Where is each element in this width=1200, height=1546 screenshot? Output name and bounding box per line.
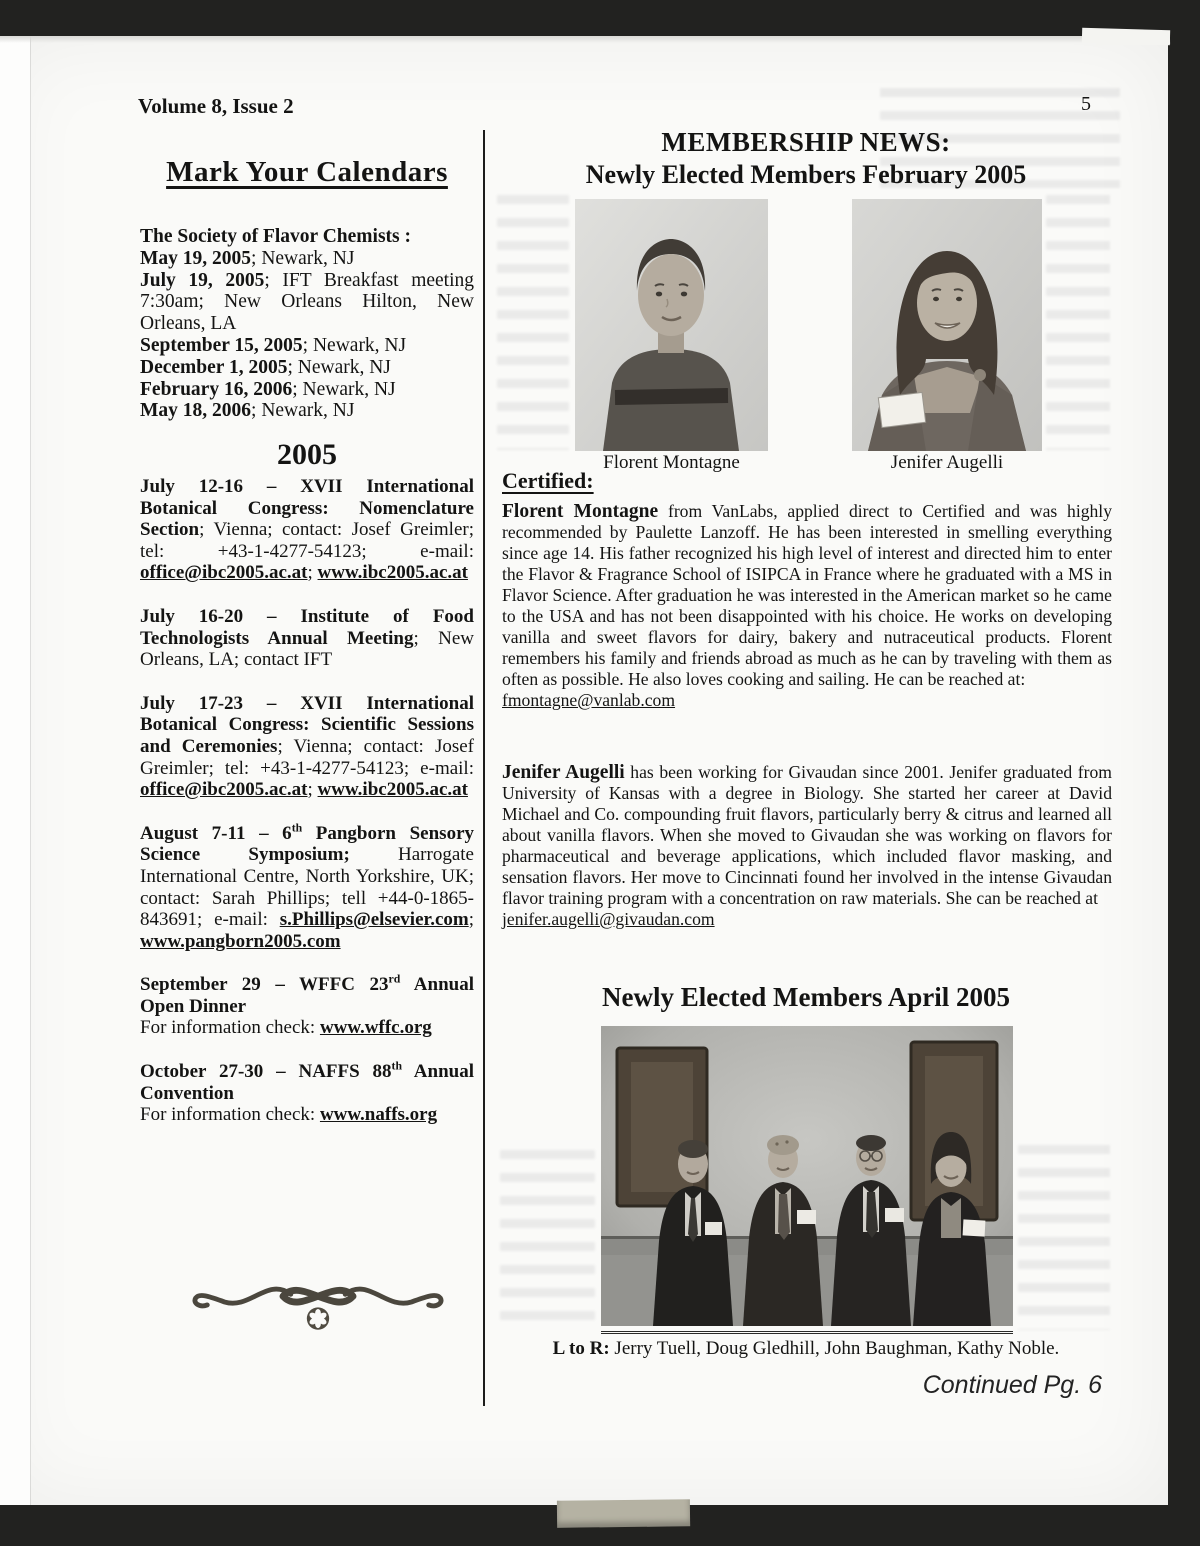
volume-issue-label: Volume 8, Issue 2 — [138, 94, 294, 118]
email-link: office@ibc2005.ac.at — [140, 779, 308, 801]
adjacent-page-edge — [0, 36, 30, 1505]
scan-edge-shadow — [0, 36, 1168, 43]
event-item: July 12-16 – XVII International Botanical Congress: Nomenclature Section; Vienna; contact: Josef Greimler; tel: +43-1-4277-54123; e-mail: office@ibc2005.ac.at; www.ibc2005.ac.at — [140, 476, 474, 584]
florent-bio: Florent Montagne from VanLabs, applied direct to Certified and was highly recommended by Paulette Lanzoff. He has been interested in smelling everything since age 14. His father recognized his high level of interest and directed him to enter the Flavor & Fragrance School of ISIPCA in France where he graduated with a MS in Flavor Science. After graduation he was interested in the American market so he came to the USA and has not been disappointed with his choice. He works on developing vanilla and sweet flavors for dairy, bakery and nutraceutical products. Florent remembers his family and friends abroad as much as he can by traveling with them as often as possible. He also loves cooking and sailing. He can be reached at: fmontagne@vanlab.com — [502, 501, 1112, 710]
email-link: jenifer.augelli@givaudan.com — [502, 909, 715, 929]
bleedthrough-ghost — [500, 1150, 595, 1320]
page-number: 5 — [1081, 93, 1091, 115]
web-link: www.ibc2005.ac.at — [317, 562, 468, 584]
portrait-jenifer-photo — [852, 199, 1042, 456]
membership-news-title: MEMBERSHIP NEWS: — [661, 127, 951, 157]
column-divider-rule — [483, 130, 485, 1406]
web-link: www.ibc2005.ac.at — [317, 779, 468, 801]
event-item: October 27-30 – NAFFS 88th Annual Convention For information check: www.naffs.org — [140, 1059, 474, 1126]
membership-subtitle-april: Newly Elected Members April 2005 — [602, 982, 1010, 1012]
year-heading: 2005 — [277, 438, 337, 471]
group-photo-caption: L to R: Jerry Tuell, Doug Gledhill, John Baughman, Kathy Noble. — [552, 1338, 1060, 1359]
society-schedule — [140, 226, 474, 422]
bleedthrough-ghost — [497, 195, 569, 450]
event-item: July 16-20 – Institute of Food Technologists Annual Meeting; New Orleans, LA; contact IFT — [140, 605, 474, 671]
bleedthrough-ghost — [1046, 195, 1110, 450]
member-name: Jenifer Augelli — [502, 762, 625, 783]
society-heading: The Society of Flavor Chemists : — [140, 226, 411, 247]
photo-caption-florent: Florent Montagne — [603, 452, 740, 473]
jenifer-bio: Jenifer Augelli has been working for Givaudan since 2001. Jenifer graduated from University of Kansas with a degree in Biology. She started her career at David Michael and Co. compounding fruit flavors, particularly berry & citrus and learned all about vanilla flavors. When she moved to Givaudan she was working on flavors for pharmaceutical and beverage applications, which included flavor masking, and sensation flavors. Her move to Cincinnati found her involved in the intense Givaudan flavor training program with a concentration on raw materials. She can be reached at jenifer.augelli@givaudan.com — [502, 762, 1112, 929]
page-crease — [30, 36, 31, 1505]
calendar-title: Mark Your Calendars — [166, 156, 448, 188]
event-item: September 29 – WFFC 23rd Annual Open Dinner For information check: www.wffc.org — [140, 972, 474, 1039]
events-list — [140, 476, 474, 1148]
society-entry: July 19, 2005; IFT Breakfast meeting 7:30am; New Orleans Hilton, New Orleans, LA — [140, 269, 475, 335]
portrait-florent-photo — [575, 199, 768, 456]
society-entry: February 16, 2006; Newark, NJ — [140, 378, 396, 400]
membership-subtitle-february: Newly Elected Members February 2005 — [585, 160, 1027, 189]
email-link: s.Phillips@elsevier.com — [279, 909, 469, 931]
bleedthrough-ghost — [1018, 1145, 1110, 1330]
society-entry: September 15, 2005; Newark, NJ — [140, 334, 407, 356]
web-link: www.pangborn2005.com — [140, 930, 341, 952]
flourish-divider-icon — [182, 1270, 454, 1341]
tape-fragment — [557, 1499, 690, 1527]
event-item: July 17-23 – XVII International Botanical Congress: Scientific Sessions and Ceremonies; Vienna; contact: Josef Greimler; tel: +43-1-4277-54123; e-mail: office@ibc2005.ac.at; www.ibc2005.ac.at — [140, 692, 474, 801]
email-link: office@ibc2005.ac.at — [140, 562, 308, 584]
web-link: www.wffc.org — [319, 1017, 432, 1039]
continued-note: Continued Pg. 6 — [922, 1371, 1102, 1399]
society-entry: December 1, 2005; Newark, NJ — [140, 356, 391, 378]
certified-heading: Certified: — [502, 468, 594, 493]
email-link: fmontagne@vanlab.com — [502, 690, 676, 710]
web-link: www.naffs.org — [319, 1104, 438, 1126]
member-name: Florent Montagne — [502, 501, 659, 522]
photo-caption-jenifer: Jenifer Augelli — [890, 452, 1004, 473]
caption-label: L to R: — [552, 1338, 610, 1359]
page-corner — [1096, 32, 1170, 45]
event-item: August 7-11 – 6th Pangborn Sensory Science Symposium; Harrogate International Centre, North Yorkshire, UK; contact: Sarah Phillips; tell +44-0-1865-843691; e-mail: s.Phillips@elsevier.com; www.pangborn2005.com — [140, 821, 475, 952]
society-entry: May 19, 2005; Newark, NJ — [140, 247, 355, 269]
society-entry: May 18, 2006; Newark, NJ — [140, 400, 355, 422]
group-photo — [601, 1026, 1013, 1334]
